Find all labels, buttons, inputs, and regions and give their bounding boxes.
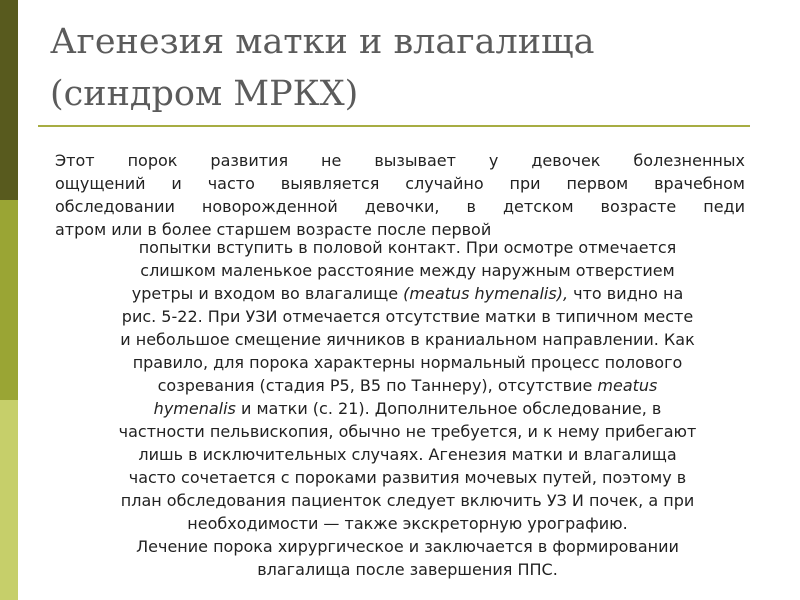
body-text-run: и матки (с. 21). Дополнительное обследование, в [235,399,662,418]
body-line [40,259,775,282]
body-text-run: уретры и входом во влагалище [131,284,404,303]
body-text-run: созревания (стадия Р5, В5 по Таннеру), отсутствие [157,376,598,395]
body-text-run: правило, для порока характерны нормальный процесс полового [132,353,683,372]
body-text-run: необходимости — также экскреторную урографию. [187,514,628,533]
intro-line: Этот порок развития не вызывает у девочек болезненных [55,151,745,170]
body-text-run: лишь в исключительных случаях. Агенезия матки и влагалища [138,445,677,464]
body-text-run: план обследования пациенток следует включить УЗ И почек, а при [120,491,695,510]
body-line [40,351,775,374]
body-text-run: слишком маленькое расстояние между наружным отверстием [140,261,675,280]
body-line [40,558,775,581]
body-line [40,512,775,535]
body-line [40,374,775,397]
body-line [40,466,775,489]
body-text-run: частности пельвископия, обычно не требуется, и к нему прибегают [118,422,697,441]
slide-title-line-1: Агенезия матки и влагалища [50,22,595,62]
body-text-run: попытки вступить в половой контакт. При осмотре отмечается [138,238,677,257]
body-text-run: Лечение порока хирургическое и заключается в формировании [136,537,679,556]
body-text-run: рис. 5-22. При УЗИ отмечается отсутствие матки в типичном месте [121,307,694,326]
intro-line: атром или в более старшем возрасте после первой [55,220,492,239]
intro-line: обследовании новорожденной девочки, в детском возрасте педи [55,197,745,216]
latin-term: meatus [597,376,658,395]
latin-term: hymenalis [153,399,236,418]
title-divider [38,125,750,127]
body-line [40,420,775,443]
intro-line: ощущений и часто выявляется случайно при первом врачебном [55,174,745,193]
intro-paragraph [55,149,745,241]
body-text-run: часто сочетается с пороками развития мочевых путей, поэтому в [128,468,687,487]
latin-term: (meatus hymenalis), [403,284,569,303]
body-text-run: что видно на [568,284,684,303]
body-text-run: и небольшое смещение яичников в краниальном направлении. Как [120,330,695,349]
body-line [40,489,775,512]
body-line [40,328,775,351]
body-text [40,236,775,581]
body-line [40,535,775,558]
body-line [40,305,775,328]
accent-sidebar [0,0,18,600]
body-text-run: влагалища после завершения ППС. [257,560,558,579]
sidebar-block-dark [0,0,18,200]
body-line [40,282,775,305]
body-line [40,443,775,466]
sidebar-block-mid [0,200,18,400]
body-line [40,397,775,420]
sidebar-block-light [0,400,18,600]
body-line [40,236,775,259]
slide-title-line-2: (синдром МРКХ) [50,74,359,114]
